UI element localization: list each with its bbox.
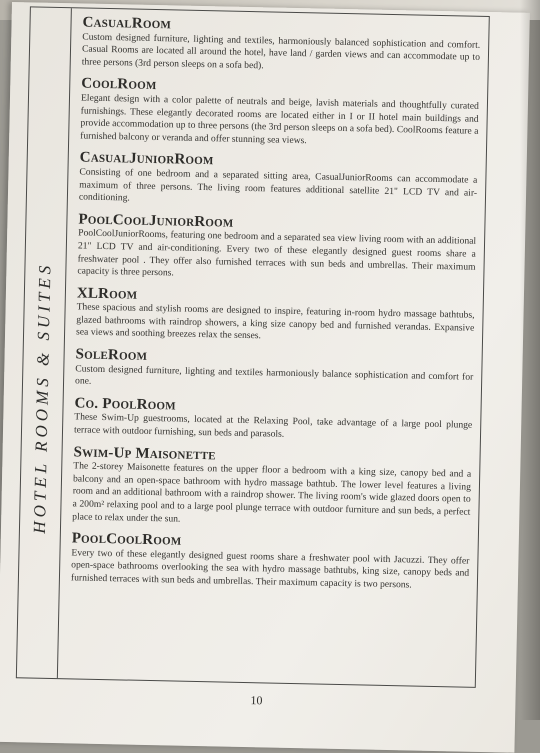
room-entry <box>74 397 473 445</box>
room-title: CoolRoom <box>81 75 157 94</box>
room-title: Co. PoolRoom <box>74 395 176 414</box>
page-number: 10 <box>250 693 263 708</box>
room-title: XLRoom <box>76 285 138 303</box>
room-entry <box>78 149 478 213</box>
room-title: SoleRoom <box>75 346 148 364</box>
room-description: Custom designed furniture, lighting and textiles harmoniously balance sophistication and comfort for one. <box>74 363 474 387</box>
rooms-list <box>71 16 481 602</box>
room-title: PoolCoolRoom <box>71 530 182 549</box>
room-title: CasualRoom <box>82 14 172 33</box>
sidebar <box>17 7 72 678</box>
room-description: Elegant design with a color palette of neutrals and beige, lavish materials and thoughtfully curated furnishings. These elegantly decorated rooms are located either in I or II hotel main buildings and provide accommodation up to three persons (the 3rd person sleeps on a sofa bed). CoolRooms feature a furnished balcony or veranda and offer stunning sea views. <box>80 92 480 146</box>
room-title: PoolCoolJuniorRoom <box>78 211 234 231</box>
room-entry <box>75 348 474 396</box>
room-description: Every two of these elegantly designed guest rooms share a freshwater pool with Jacuzzi. They offer open-space bathrooms overlooking the sea with hydro massage bathtubs, king size, canopy beds and furnished terraces with sun beds and umbrellas. Their maximum capacity is two persons. <box>70 547 470 591</box>
room-entry <box>82 16 481 77</box>
room-entry <box>76 287 475 348</box>
room-description: Consisting of one bedroom and a separated sitting area, CasualJuniorRooms can accommodate a maximum of three persons. The living room features additional satellite 21" LCD TV and air-conditioning. <box>78 166 478 204</box>
room-description: PoolCoolJuniorRooms, featuring one bedroom and a separated sea view living room with an additional 21" LCD TV and air-conditioning. Every two of these elegantly designed guest rooms share a freshwater pool . They offer also furnished terraces with sun beds and umbrellas. Their maximum capacity is three persons. <box>77 227 477 279</box>
page-frame <box>16 6 490 687</box>
room-description: The 2-storey Maisonette features on the upper floor a bedroom with a king size, canopy bed and a balcony and an open-space bathroom with hydro massage bathtub. The lower level features a living room and an additional bathroom with a raindrop shower. The living room's wide glazed doors open to a 200m² relaxing pool and to a large pool plunge terrace with outdoor furniture and sun beds, a perfect place to relax under the sun. <box>72 460 472 525</box>
room-entry <box>72 446 472 532</box>
room-entry <box>70 530 470 594</box>
sidebar-title: HOTEL ROOMS & SUITES <box>29 261 55 534</box>
room-title: Swim-Up Maisonette <box>73 444 216 463</box>
room-entry <box>80 75 480 151</box>
brochure-page <box>0 2 530 753</box>
room-description: These Swim-Up guestrooms, located at the Relaxing Pool, take advantage of a large pool plunge terrace with outdoor furnishing, sun beds and parasols. <box>73 411 473 440</box>
room-description: Custom designed furniture, lighting and textiles, harmoniously balanced sophistication and comfort. Casual Rooms are located all around the hotel, have land / garden views and can accommodate up to three persons (3rd person sleeps on a sofa bed). <box>81 31 481 72</box>
page-edge-shadow <box>520 0 540 720</box>
room-title: CasualJuniorRoom <box>79 149 214 169</box>
room-description: These spacious and stylish rooms are designed to inspire, featuring in-room hydro massage bathtubs, glazed bathrooms with raindrop showers, a king size canopy bed and furnished verandas. Expansive sea views and soothing breezes relax the senses. <box>75 301 475 342</box>
room-entry <box>77 213 476 286</box>
